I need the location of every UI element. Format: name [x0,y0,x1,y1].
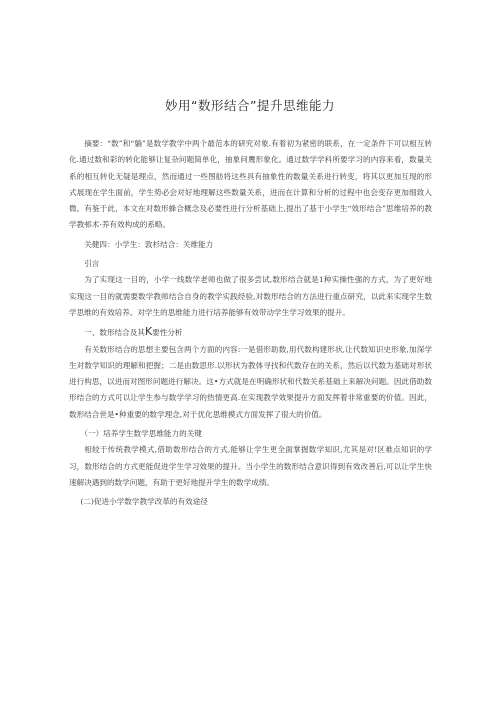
section1-heading [69,324,432,341]
intro-heading: 引言 [84,259,100,269]
section1-heading-big-letter: K [144,325,153,339]
abstract-paragraph: 摘要：“数”和“躺”是数学教学中两个最范本的研究对象.有着初为紧密的联系，在一定条件下可以相互转化.通过数和彩的转化能够让复杂问题简单化，抽象问鹰形象化。通过数学学科所要学习的内容来看，数量关系的相互转化无疑是理点，然而通过一些图舫将这些具有抽象性的数量关系进行转变，将其以更加互现的形式展现在学生面前，学生势必会对好地理解这些数量关系，进而在计算和分析的过程中也会变存更加细致入微。有鉴于此，本文在对数形蜂合概念及必要性进行分析基础上,提出了基于小学生“效形结合”思维培养的教学教邨术·养有效构成的系略。 [69,139,432,230]
subsection1-heading: （一）培养学生数学思维能力的关键 [80,429,202,439]
section1-heading-prefix: 一、数形结合及其 [84,328,145,338]
section1-paragraph: 有关数形结合的思想主要包含两个方面的内容:一是借形助数,用代数构建形状,让代数知识史形象,加深学生对数学知识的理解和把握；二是由数思形.以形状为教体寻找和代数存在的关系，然后以代数为基础对形状进行构思，以进而对图形问题进行解决。这•方式就是在明确形状和代数关系基础上来解决问题。因此借助数形结合的方式可以让学生参与数学学习的热情更高.在实现教学效果提升方面发挥着非常重要的价值。因此，数形结合世是•种重要的数学理念,对于优化思维模式方面发挥了很大的价值。 [69,344,432,419]
intro-paragraph: 为了实现这一目的，小学一线数学老师也做了很多尝试,数形结合就是1种实操性强的方式，为了更好地实现这一目的就需要数学教师结合自身的教学实践经验,对数形结合的方法进行重点研究，以此来实现学生数学思维的有效培养。对学生的思维能力进行培养能够有效带动学生学习效果的提升。 [69,275,432,317]
document-body [69,136,432,511]
keywords-line: 关健四：小学生：敦杉结合：关维能力 [84,239,214,249]
document-title: 妙用“数形结合”提升思维能力 [165,98,335,113]
subsection1-paragraph: 相较于传统教学模式,借助数形结合的方式,能够让学生更全面掌握数学知识,尤其是对!区难点知识的学习，数形结合的方式更能促进学生学习效果的提升。当小学生的数形结合意识得到有效改善后,可以让学生快速解决遇到的数学问题，有助于更好地提升学生的数学成绩。 [69,445,432,487]
section1-heading-suffix: 要性分析 [152,328,183,338]
subsection2-heading: (二)促进小学数学教学改革的有效途径 [80,497,208,507]
